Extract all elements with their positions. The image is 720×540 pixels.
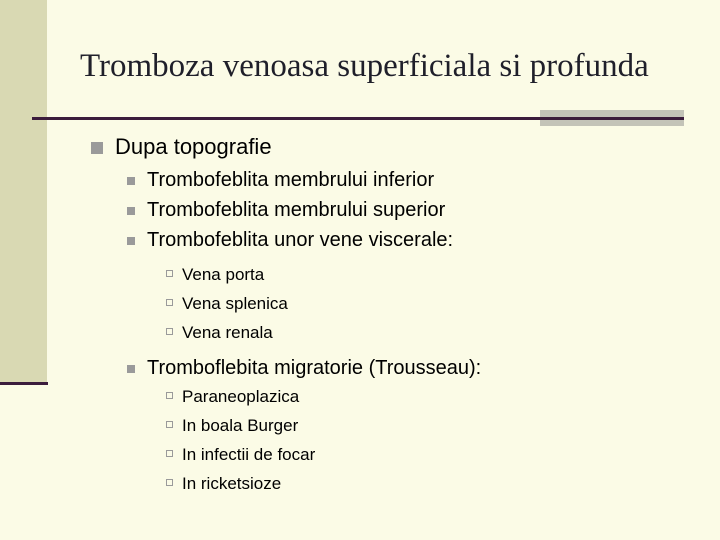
sidebar-divider (0, 382, 48, 385)
bullet-square-icon (127, 237, 135, 245)
bullet-outline-square-icon (166, 450, 173, 457)
bullet-outline-square-icon (166, 392, 173, 399)
bullet-level1: Dupa topografie (115, 134, 272, 159)
sub-list-item: Vena renala (182, 323, 273, 342)
bullet-square-icon (127, 177, 135, 185)
list-item: Tromboflebita migratorie (Trousseau): (147, 357, 482, 379)
bullet-square-icon (91, 142, 103, 154)
sub-list-item: Paraneoplazica (182, 387, 300, 406)
decorative-sidebar (0, 0, 47, 385)
rule-accent-line (540, 117, 684, 120)
bullet-outline-square-icon (166, 421, 173, 428)
list-item: Trombofeblita membrului superior (147, 199, 446, 221)
bullet-square-icon (127, 207, 135, 215)
list-item: Trombofeblita unor vene viscerale: (147, 229, 454, 251)
sub-list-item: In boala Burger (182, 416, 299, 435)
bullet-outline-square-icon (166, 270, 173, 277)
bullet-outline-square-icon (166, 299, 173, 306)
bullet-outline-square-icon (166, 479, 173, 486)
slide-title: Tromboza venoasa superficiala si profunda (80, 48, 649, 84)
bullet-outline-square-icon (166, 328, 173, 335)
sub-list-item: In ricketsioze (182, 474, 282, 493)
bullet-square-icon (127, 365, 135, 373)
sub-list-item: In infectii de focar (182, 445, 316, 464)
list-item: Trombofeblita membrului inferior (147, 169, 435, 191)
sub-list-item: Vena splenica (182, 294, 288, 313)
sub-list-item: Vena porta (182, 265, 265, 284)
